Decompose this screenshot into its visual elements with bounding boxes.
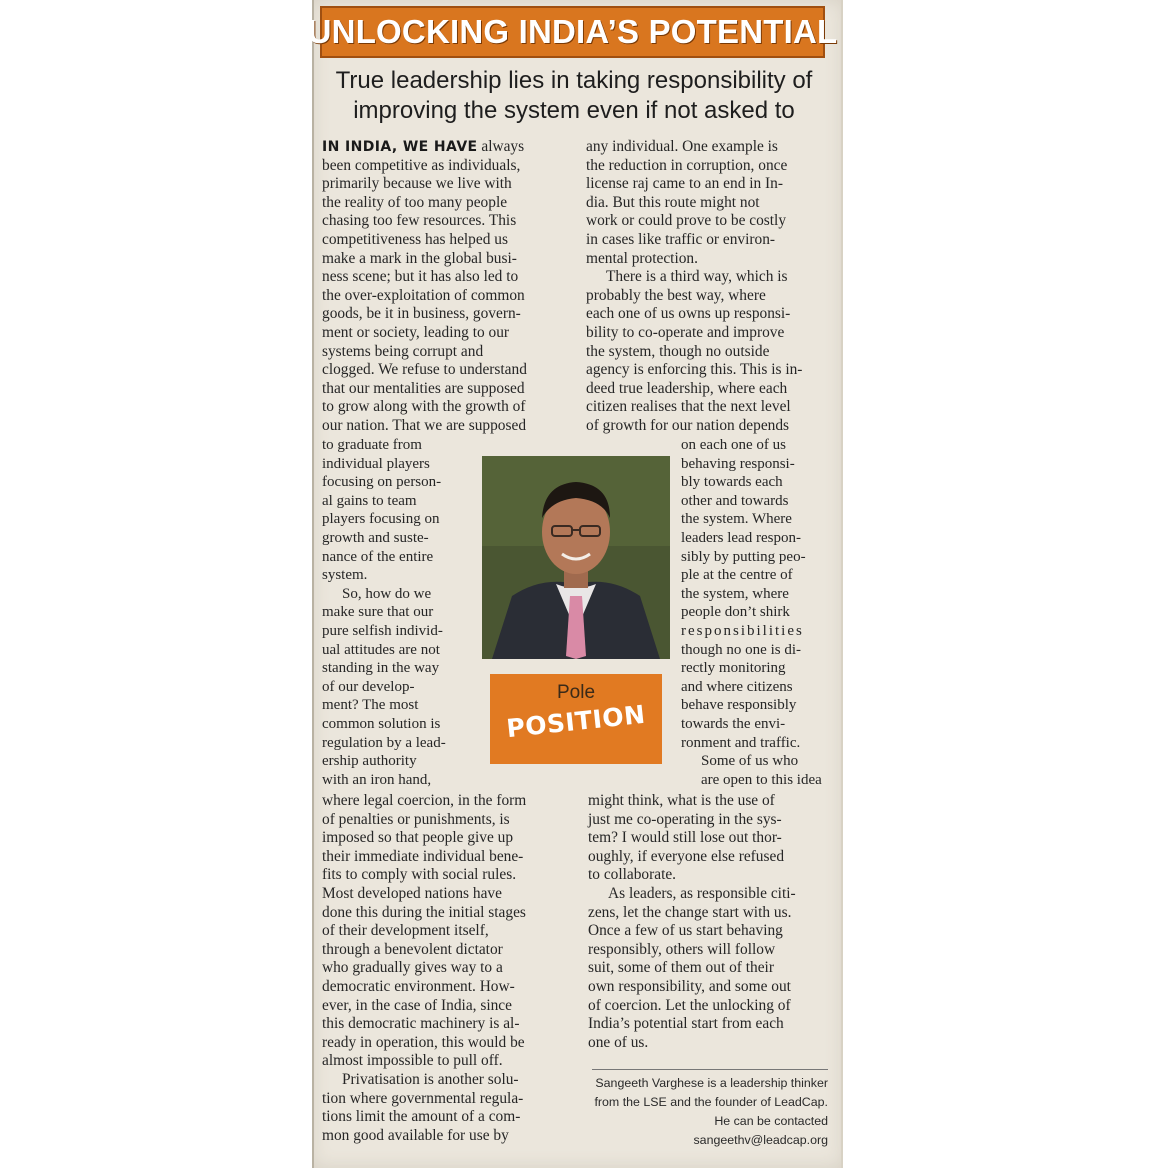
text-line: standing in the way: [322, 660, 440, 677]
text-line: work or could prove to be costly: [586, 212, 787, 230]
text-line: democratic environment. How-: [322, 977, 515, 995]
text-line: competitiveness has helped us: [322, 230, 508, 248]
text-line: ready in operation, this would be: [322, 1033, 525, 1051]
text-line: tem? I would still lose out thor-: [588, 829, 782, 847]
subheadline: [318, 66, 830, 126]
text-line: that our mentalities are supposed: [322, 379, 525, 397]
text-line: growth and suste-: [322, 529, 429, 546]
headline-banner: [307, 6, 838, 58]
text-line: might think, what is the use of: [588, 792, 775, 809]
text-line: deed true leadership, where each: [586, 379, 788, 397]
text-line: the system, though no outside: [586, 342, 770, 360]
text-line: mon good available for use by: [322, 1126, 509, 1144]
text-line: Most developed nations have: [322, 884, 502, 902]
text-line: through a benevolent dictator: [322, 940, 503, 958]
text-line: primarily because we live with: [322, 175, 512, 193]
text-line: in cases like traffic or environ-: [586, 230, 776, 248]
text-line: zens, let the change start with us.: [588, 903, 792, 921]
text-line: with an iron hand,: [322, 771, 432, 788]
text-line: ment? The most: [322, 697, 419, 714]
text-line: regulation by a lead-: [322, 734, 446, 751]
text-line: towards the envi-: [681, 715, 786, 732]
position-label: POSITION: [505, 699, 647, 744]
text-line: the reality of too many people: [322, 193, 508, 211]
text-line: oughly, if everyone else refused: [588, 847, 785, 865]
text-line: tion where governmental regula-: [322, 1089, 524, 1107]
text-line: Privatisation is another solu-: [342, 1070, 519, 1088]
text-line: done this during the initial stages: [322, 903, 526, 921]
text-line: other and towards: [681, 492, 789, 509]
text-line: common solution is: [322, 715, 441, 732]
text-line: dia. But this route might not: [586, 193, 760, 211]
byline-line-3: He can be contacted: [714, 1114, 828, 1128]
text-line: suit, some of them out of their: [588, 959, 774, 977]
byline-line-1: Sangeeth Varghese is a leadership thinker: [595, 1076, 828, 1090]
text-line: just me co-operating in the sys-: [588, 810, 782, 828]
text-line: make sure that our: [322, 604, 434, 621]
text-line: been competitive as individuals,: [322, 156, 521, 174]
text-line: own responsibility, and some out: [588, 977, 791, 995]
text-line: bly towards each: [681, 474, 783, 491]
text-line: the reduction in corruption, once: [586, 156, 788, 174]
text-line: As leaders, as responsible citi-: [608, 884, 796, 902]
text-line: ment or society, leading to our: [322, 323, 510, 341]
text-line: where legal coercion, in the form: [322, 792, 527, 809]
text-line: almost impossible to pull off.: [322, 1052, 503, 1070]
text-line: the system. Where: [681, 511, 792, 528]
text-line: imposed so that people give up: [322, 829, 514, 847]
text-line: Once a few of us start behaving: [588, 922, 783, 940]
text-line: this democratic machinery is al-: [322, 1015, 520, 1033]
text-line: ership authority: [322, 753, 417, 770]
text-line: ual attitudes are not: [322, 641, 440, 658]
text-line: focusing on person-: [322, 474, 442, 491]
author-photo: [482, 456, 670, 659]
text-line: one of us.: [588, 1033, 649, 1051]
column-1-top: [322, 138, 562, 436]
column-1-wrap: [322, 436, 468, 789]
text-line: of their development itself,: [322, 922, 489, 940]
subheadline-line-1: True leadership lies in taking responsibility of: [335, 67, 813, 94]
column-2-wrap: [681, 436, 827, 789]
text-line: Some of us who: [701, 753, 799, 770]
text-line: chasing too few resources. This: [322, 212, 517, 230]
text-line: sibly by putting peo-: [681, 548, 806, 565]
text-line: probably the best way, where: [586, 286, 766, 304]
text-line: responsibly, others will follow: [588, 940, 776, 958]
column-1-bottom: [322, 792, 564, 1145]
column-2-bottom: [588, 792, 828, 1052]
pole-label: Pole: [556, 682, 596, 703]
lead-in: IN INDIA, WE HAVE: [322, 139, 478, 155]
text-line: behave responsibly: [681, 697, 797, 714]
subheadline-line-2: improving the system even if not asked to: [353, 97, 795, 124]
text-line: of coercion. Let the unlocking of: [588, 996, 791, 1014]
text-line: IN INDIA, WE HAVE always: [322, 138, 525, 155]
text-line: on each one of us: [681, 437, 786, 453]
byline-divider: [592, 1069, 828, 1070]
text-line: rectly monitoring: [681, 660, 786, 677]
text-line: bility to co-operate and improve: [586, 323, 785, 341]
text-line: who gradually gives way to a: [322, 959, 503, 977]
text-line: individual players: [322, 455, 430, 472]
portrait-illustration: [482, 456, 670, 659]
text-line: systems being corrupt and: [322, 342, 484, 360]
text-line: of penalties or punishments, is: [322, 810, 510, 828]
text-line: though no one is di-: [681, 641, 801, 658]
text-line: ronment and traffic.: [681, 734, 801, 751]
text-line: of our develop-: [322, 678, 415, 695]
text-line: any individual. One example is: [586, 138, 778, 155]
text-line: system.: [322, 567, 368, 584]
column-2-top: [586, 138, 828, 436]
author-byline: [590, 1074, 828, 1150]
pole-position-logo: [490, 674, 662, 764]
author-email: sangeethv@leadcap.org: [693, 1133, 828, 1147]
text-line: make a mark in the global busi-: [322, 249, 517, 267]
text-line: and where citizens: [681, 678, 793, 695]
text-line: agency is enforcing this. This is in-: [586, 361, 803, 379]
text-line: to collaborate.: [588, 866, 677, 884]
text-line: their immediate individual bene-: [322, 847, 524, 865]
text-line: clogged. We refuse to understand: [322, 361, 527, 379]
text-line: ever, in the case of India, since: [322, 996, 512, 1014]
text-line: responsibilities: [681, 622, 804, 639]
text-line: to grow along with the growth of: [322, 398, 526, 416]
text-line: leaders lead respon-: [681, 529, 801, 546]
text-line: of growth for our nation depends: [586, 416, 790, 434]
text-line: are open to this idea: [701, 771, 822, 788]
text-line: each one of us owns up responsi-: [586, 305, 791, 323]
text-line: license raj came to an end in In-: [586, 175, 783, 193]
text-line: India’s potential start from each: [588, 1015, 784, 1033]
text-line: So, how do we: [342, 585, 432, 602]
headline-title: UNLOCKING INDIA’S POTENTIAL: [307, 13, 838, 50]
text-line: tions limit the amount of a com-: [322, 1108, 521, 1126]
text-line: players focusing on: [322, 511, 440, 528]
text-line: There is a third way, which is: [606, 268, 788, 286]
text-line: al gains to team: [322, 492, 417, 509]
text-line: behaving responsi-: [681, 455, 795, 472]
clipping-left-edge: [312, 0, 314, 1168]
text-line: our nation. That we are supposed: [322, 416, 527, 434]
text-line: citizen realises that the next level: [586, 398, 791, 416]
text-line: fits to comply with social rules.: [322, 866, 517, 884]
text-line: mental protection.: [586, 249, 698, 267]
clipping-right-edge: [841, 0, 843, 1168]
text-line: to graduate from: [322, 437, 422, 453]
byline-line-2: from the LSE and the founder of LeadCap.: [594, 1095, 828, 1109]
text-line: pure selfish individ-: [322, 622, 443, 639]
text-line: goods, be it in business, govern-: [322, 305, 521, 323]
text-line: the over-exploitation of common: [322, 286, 525, 304]
text-line: ness scene; but it has also led to: [322, 268, 519, 286]
text-line: ple at the centre of: [681, 567, 793, 584]
text-line: the system, where: [681, 585, 789, 602]
text-line: people don’t shirk: [681, 604, 790, 621]
text-line: nance of the entire: [322, 548, 434, 565]
